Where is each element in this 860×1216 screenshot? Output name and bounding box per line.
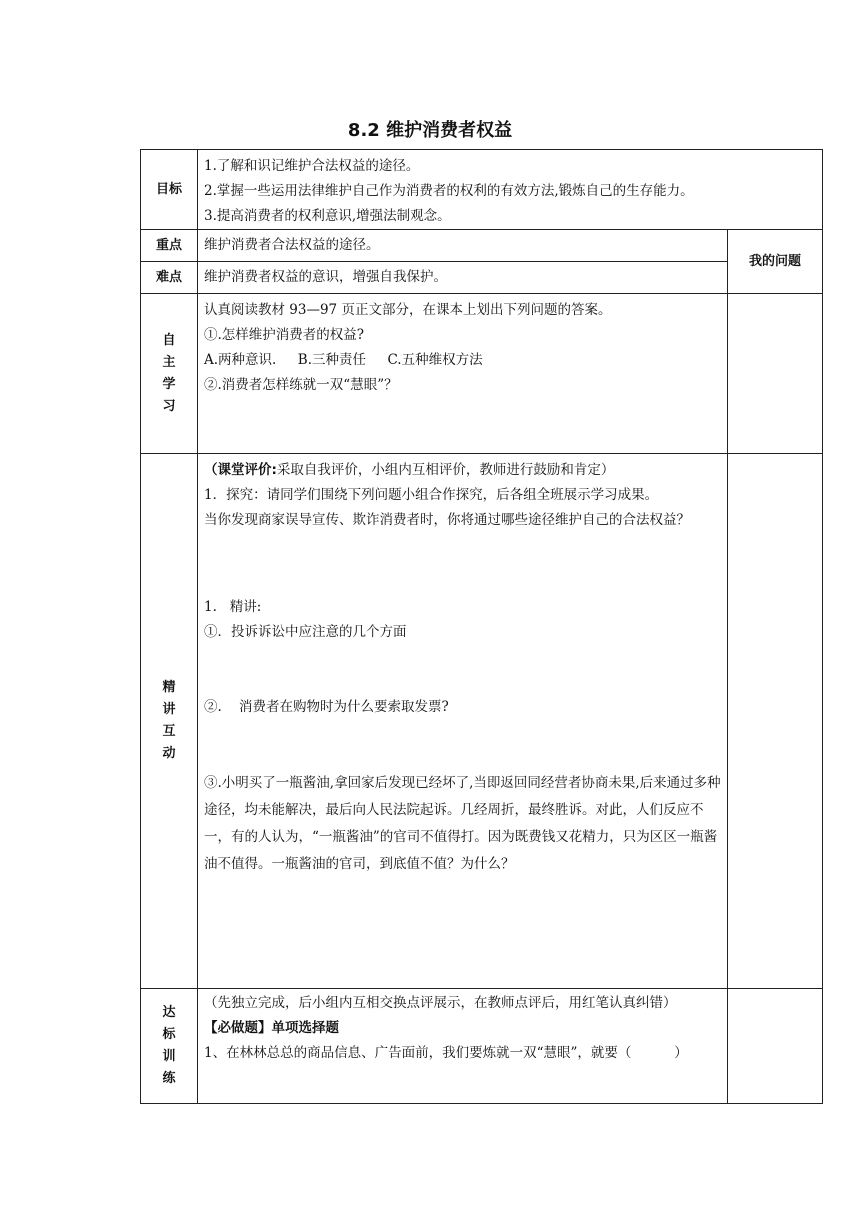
- key-point-text: 维护消费者合法权益的途径。: [198, 230, 728, 262]
- class-evaluation-text: 采取自我评价，小组内互相评价，教师进行鼓励和肯定）: [276, 462, 615, 478]
- my-questions-label: 我的问题: [728, 230, 823, 294]
- goals-row: [141, 150, 823, 230]
- self-study-label: 自 主 学 习: [141, 294, 198, 454]
- interaction-content: [198, 454, 728, 989]
- training-content: [198, 989, 728, 1104]
- self-study-question-2: ②.消费者怎样练就一双“慧眼”？: [204, 377, 398, 393]
- key-point-label: 重点: [141, 230, 198, 262]
- interaction-row: [141, 454, 823, 989]
- training-section-heading: 【必做题】单项选择题: [204, 1020, 339, 1036]
- lecture-point-2: ②. 消费者在购物时为什么要索取发票?: [204, 699, 449, 715]
- lecture-heading: 1. 精讲:: [204, 599, 262, 615]
- self-study-options: A.两种意识. B.三种责任 C.五种维权方法: [204, 352, 483, 368]
- goal-item-2: 2.掌握一些运用法律维护自己作为消费者的权利的有效方法,锻炼自己的生存能力。: [204, 183, 694, 199]
- explore-question: 当你发现商家误导宣传、欺诈消费者时，你将通过哪些途径维护自己的合法权益？: [204, 512, 690, 528]
- self-study-question-1: ①.怎样维护消费者的权益?: [204, 327, 365, 343]
- key-point-row: [141, 230, 823, 262]
- goals-label: 目标: [141, 150, 198, 230]
- interaction-label: 精 讲 互 动: [141, 454, 198, 989]
- goal-item-1: 1.了解和识记维护合法权益的途径。: [204, 158, 420, 174]
- training-row: [141, 989, 823, 1104]
- training-notes: [728, 989, 823, 1104]
- goals-content: [198, 150, 823, 230]
- lecture-point-3: ③.小明买了一瓶酱油,拿回家后发现已经坏了,当即返回同经营者协商未果,后来通过多种途径，均未能解决，最后向人民法院起诉。几经周折，最终胜诉。对此，人们反应不一，有的人认为，“一瓶酱油”的官司不值得打。因为既费钱又花精力，只为区区一瓶酱油不值得。一瓶酱油的官司，到底值不值？为什么？: [204, 775, 721, 872]
- difficulty-text: 维护消费者权益的意识，增强自我保护。: [198, 262, 728, 294]
- class-evaluation-heading: （课堂评价:: [204, 462, 277, 478]
- self-study-row: [141, 294, 823, 454]
- training-question-1: 1、在林林总总的商品信息、广告面前，我们要炼就一双“慧眼”，就要（ ）: [204, 1045, 688, 1061]
- lecture-point-1: ①．投诉诉讼中应注意的几个方面: [204, 624, 407, 640]
- difficulty-row: [141, 262, 823, 294]
- goal-item-3: 3.提高消费者的权利意识,增强法制观念。: [204, 208, 451, 224]
- lesson-plan-table: [140, 149, 823, 1104]
- self-study-notes: [728, 294, 823, 454]
- class-evaluation: [204, 458, 721, 483]
- difficulty-label: 难点: [141, 262, 198, 294]
- training-label: 达 标 训 练: [141, 989, 198, 1104]
- interaction-notes: [728, 454, 823, 989]
- self-study-content: [198, 294, 728, 454]
- training-instruction: （先独立完成，后小组内互相交换点评展示，在教师点评后，用红笔认真纠错）: [204, 995, 677, 1011]
- self-study-instruction: 认真阅读教材 93—97 页正文部分，在课本上划出下列问题的答案。: [204, 302, 612, 318]
- page-title: 8.2 维护消费者权益: [347, 120, 513, 141]
- explore-task: 1．探究：请同学们围绕下列问题小组合作探究，后各组全班展示学习成果。: [204, 487, 659, 503]
